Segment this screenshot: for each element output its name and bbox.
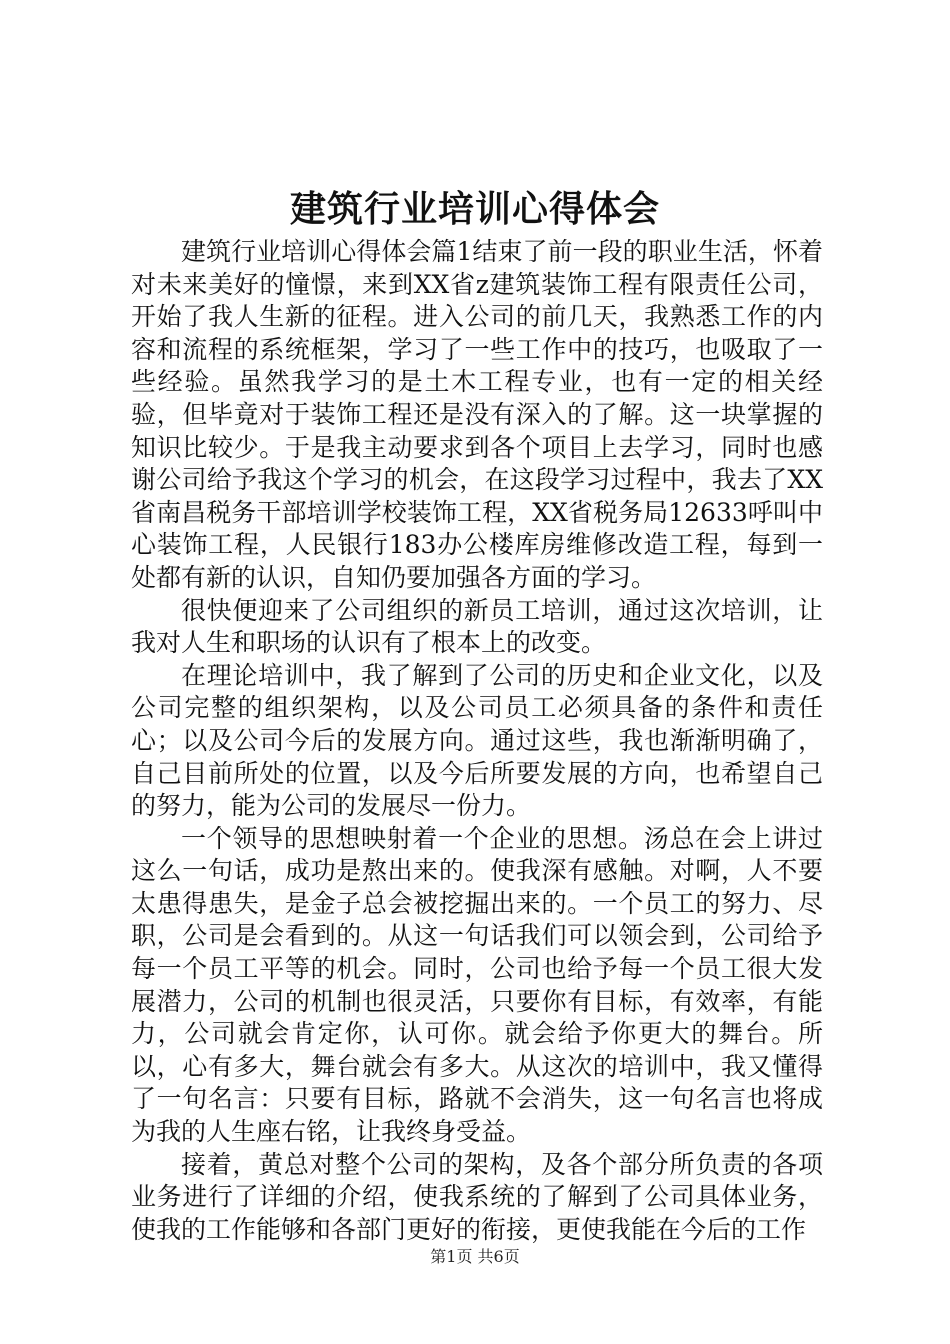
document-body (131, 236, 823, 1246)
paragraph: 在理论培训中，我了解到了公司的历史和企业文化，以及公司完整的组织架构，以及公司员工必须具备的条件和责任心；以及公司今后的发展方向。通过这些，我也渐渐明确了，自己目前所处的位置，以及今后所要发展的方向，也希望自己的努力，能为公司的发展尽一份力。 (131, 660, 823, 821)
page-number-footer: 第1页 共6页 (430, 1247, 520, 1266)
paragraph: 接着，黄总对整个公司的架构，及各个部分所负责的各项业务进行了详细的介绍，使我系统的了解到了公司具体业务，使我的工作能够和各部门更好的衔接，更使我能在今后的工作 (131, 1149, 823, 1244)
document-title: 建筑行业培训心得体会 (289, 188, 660, 230)
paragraph: 一个领导的思想映射着一个企业的思想。汤总在会上讲过这么一句话，成功是熬出来的。使我深有感触。对啊，人不要太患得患失，是金子总会被挖掘出来的。一个员工的努力、尽职，公司是会看到的。从这一句话我们可以领会到，公司给予每一个员工平等的机会。同时，公司也给予每一个员工很大发展潜力，公司的机制也很灵活，只要你有目标，有效率，有能力，公司就会肯定你，认可你。就会给予你更大的舞台。所以，心有多大，舞台就会有多大。从这次的培训中，我又懂得了一句名言：只要有目标，路就不会消失，这一句名言也将成为我的人生座右铭，让我终身受益。 (131, 823, 823, 1147)
paragraph: 建筑行业培训心得体会篇1结束了前一段的职业生活，怀着对未来美好的憧憬，来到XX省z建筑装饰工程有限责任公司，开始了我人生新的征程。进入公司的前几天，我熟悉工作的内容和流程的系统框架，学习了一些工作中的技巧，也吸取了一些经验。虽然我学习的是土木工程专业，也有一定的相关经验，但毕竟对于装饰工程还是没有深入的了解。这一块掌握的知识比较少。于是我主动要求到各个项目上去学习，同时也感谢公司给予我这个学习的机会，在这段学习过程中，我去了XX省南昌税务干部培训学校装饰工程，XX省税务局12633呼叫中心装饰工程，人民银行183办公楼库房维修改造工程，每到一处都有新的认识，自知仍要加强各方面的学习。 (131, 237, 823, 592)
paragraph: 很快便迎来了公司组织的新员工培训，通过这次培训，让我对人生和职场的认识有了根本上的改变。 (131, 595, 823, 658)
